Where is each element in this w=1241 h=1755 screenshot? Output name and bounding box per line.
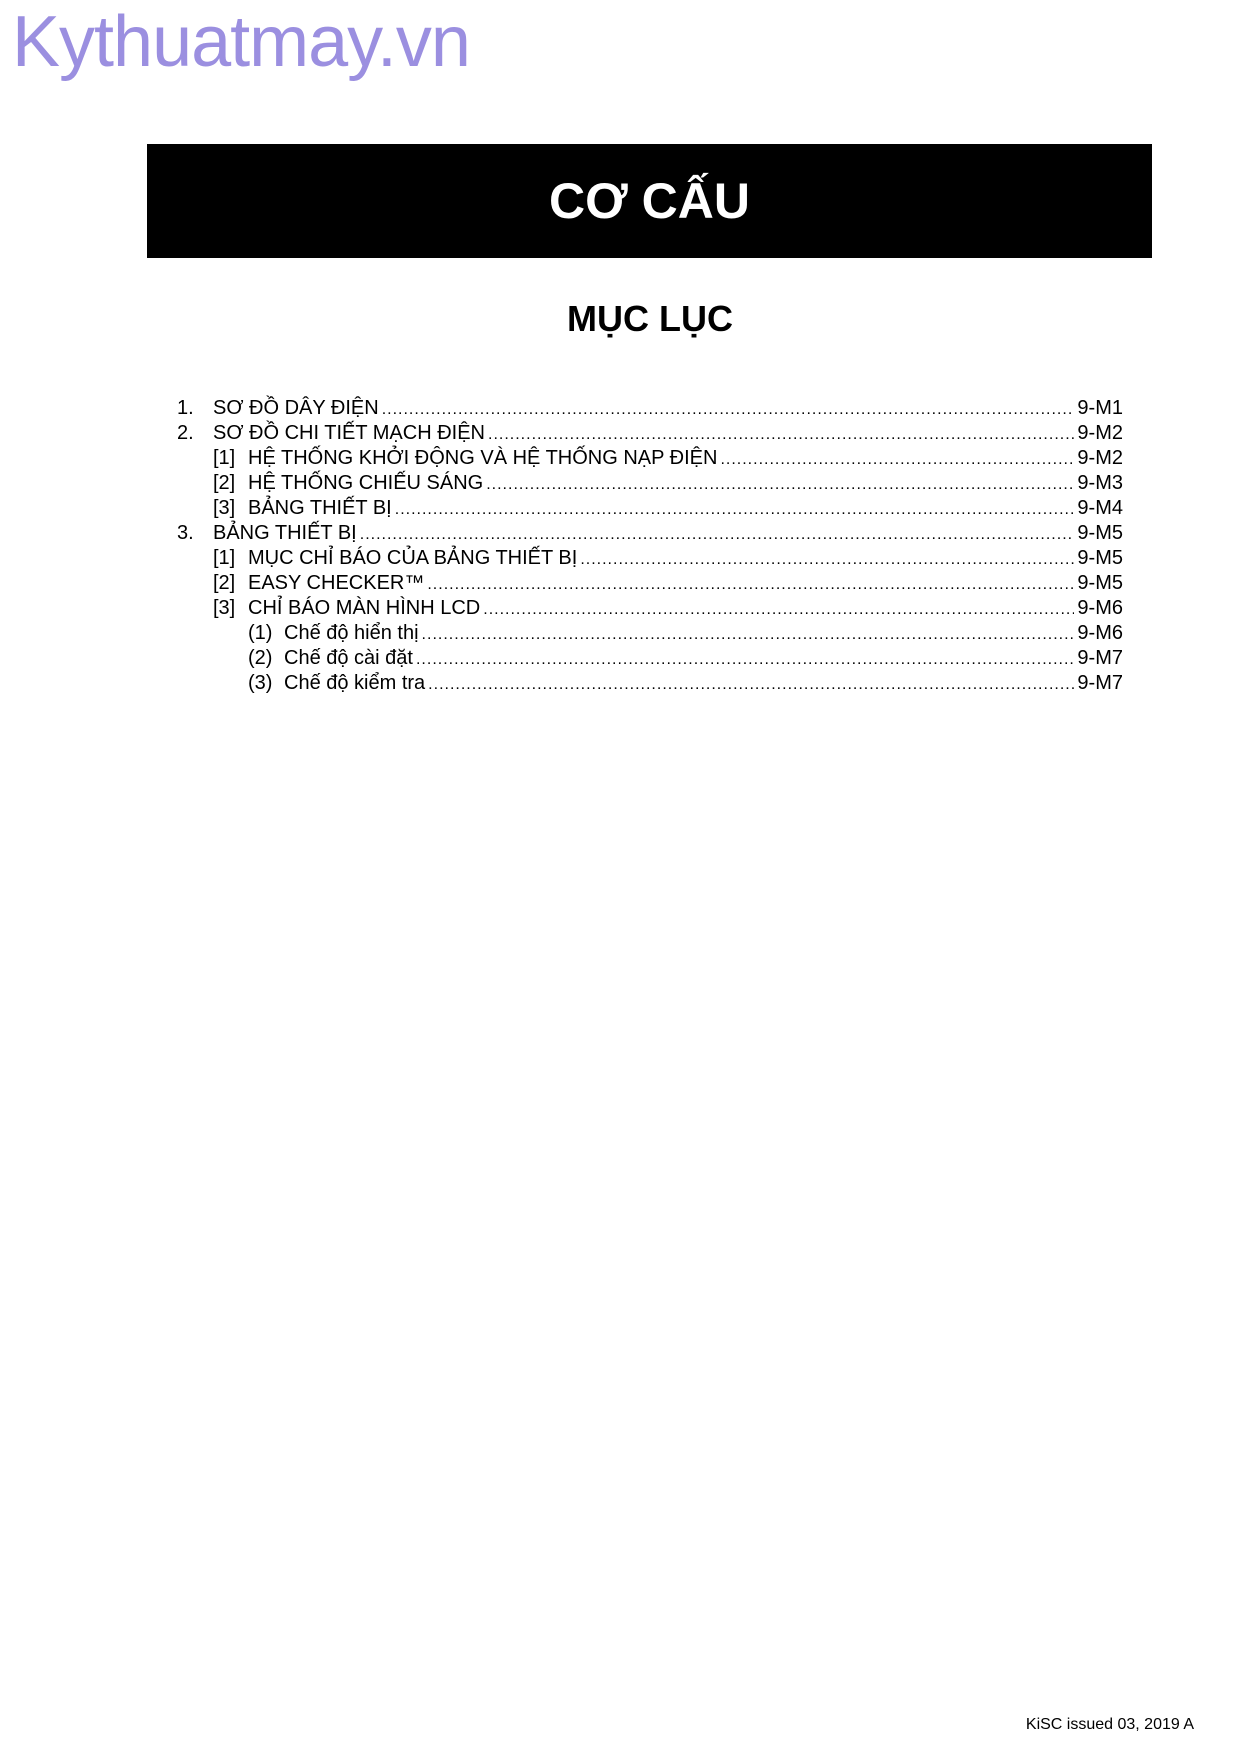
toc-entry-page: 9-M5 — [1077, 522, 1123, 544]
toc-entry-page: 9-M1 — [1077, 397, 1123, 419]
toc-entry[interactable] — [177, 496, 1123, 521]
toc-entry-number: [1] — [213, 447, 236, 469]
toc-entry[interactable] — [177, 621, 1123, 646]
toc-entry-label: EASY CHECKER™ — [248, 572, 425, 594]
toc-entry[interactable] — [177, 421, 1123, 446]
toc-entry[interactable] — [177, 546, 1123, 571]
toc-entry-label: BẢNG THIẾT BỊ — [213, 522, 357, 544]
chapter-title: CƠ CẤU — [549, 173, 750, 229]
toc-entry-number: (3) — [248, 672, 273, 694]
toc-dot-leader — [720, 447, 1074, 472]
toc-entry-number: [1] — [213, 547, 236, 569]
toc-entry-page: 9-M5 — [1077, 547, 1123, 569]
toc-entry-page: 9-M4 — [1077, 497, 1123, 519]
toc-dot-leader — [360, 522, 1075, 547]
table-of-contents — [177, 396, 1123, 696]
toc-dot-leader — [488, 422, 1074, 447]
toc-entry-page: 9-M6 — [1077, 622, 1123, 644]
toc-entry-number: 1. — [177, 397, 194, 419]
toc-entry-page: 9-M6 — [1077, 597, 1123, 619]
toc-entry-number: (1) — [248, 622, 273, 644]
toc-entry[interactable] — [177, 446, 1123, 471]
toc-entry-label: HỆ THỐNG KHỞI ĐỘNG VÀ HỆ THỐNG NẠP ĐIỆN — [248, 447, 718, 469]
toc-entry[interactable] — [177, 596, 1123, 621]
toc-entry[interactable] — [177, 471, 1123, 496]
toc-entry-label: Chế độ cài đặt — [284, 647, 413, 669]
toc-entry-page: 9-M2 — [1077, 447, 1123, 469]
toc-entry[interactable] — [177, 521, 1123, 546]
toc-entry-number: [3] — [213, 597, 236, 619]
toc-dot-leader — [428, 672, 1074, 697]
chapter-title-banner — [147, 144, 1152, 258]
toc-entry-label: BẢNG THIẾT BỊ — [248, 497, 392, 519]
toc-entry-label: MỤC CHỈ BÁO CỦA BẢNG THIẾT BỊ — [248, 547, 578, 569]
toc-entry-label: Chế độ kiểm tra — [284, 672, 426, 694]
watermark-text: Kythuatmay.vn — [12, 2, 470, 82]
toc-dot-leader — [422, 622, 1075, 647]
toc-entry-label: SƠ ĐỒ CHI TIẾT MẠCH ĐIỆN — [213, 422, 485, 444]
toc-entry[interactable] — [177, 571, 1123, 596]
toc-entry-number: 3. — [177, 522, 194, 544]
toc-dot-leader — [382, 397, 1075, 422]
toc-entry-number: 2. — [177, 422, 194, 444]
toc-dot-leader — [427, 572, 1074, 597]
footer-issue-note: KiSC issued 03, 2019 A — [1025, 1716, 1194, 1733]
toc-entry-label: SƠ ĐỒ DÂY ĐIỆN — [213, 397, 379, 419]
toc-heading: MỤC LỤC — [567, 298, 733, 339]
toc-dot-leader — [483, 597, 1074, 622]
toc-dot-leader — [580, 547, 1074, 572]
toc-entry[interactable] — [177, 646, 1123, 671]
toc-dot-leader — [416, 647, 1074, 672]
toc-entry-label: Chế độ hiển thị — [284, 622, 419, 644]
toc-dot-leader — [395, 497, 1075, 522]
toc-entry-label: HỆ THỐNG CHIẾU SÁNG — [248, 472, 484, 494]
toc-entry-number: [2] — [213, 572, 236, 594]
toc-entry-page: 9-M3 — [1077, 472, 1123, 494]
toc-dot-leader — [486, 472, 1074, 497]
toc-entry[interactable] — [177, 671, 1123, 696]
toc-entry[interactable] — [177, 396, 1123, 421]
toc-entry-number: [3] — [213, 497, 236, 519]
toc-entry-number: [2] — [213, 472, 236, 494]
toc-entry-page: 9-M7 — [1077, 672, 1123, 694]
toc-entry-label: CHỈ BÁO MÀN HÌNH LCD — [248, 597, 481, 619]
toc-entry-page: 9-M7 — [1077, 647, 1123, 669]
toc-entry-page: 9-M5 — [1077, 572, 1123, 594]
toc-entry-number: (2) — [248, 647, 273, 669]
toc-entry-page: 9-M2 — [1077, 422, 1123, 444]
